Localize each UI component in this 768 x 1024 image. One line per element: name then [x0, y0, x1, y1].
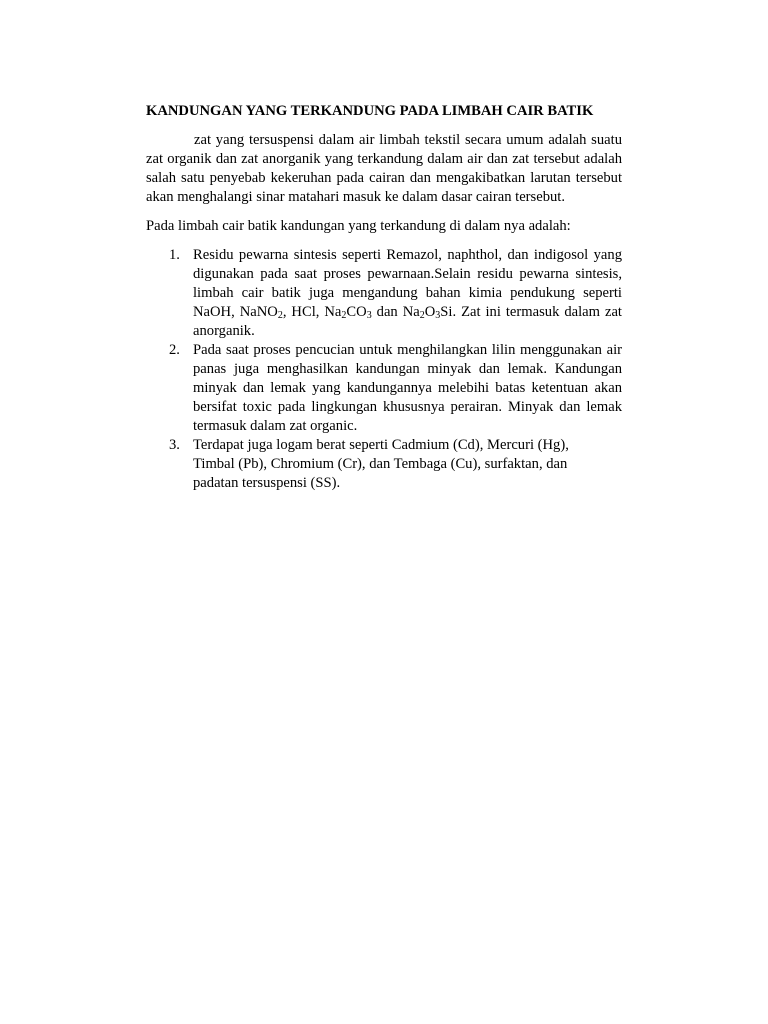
list-item: [146, 246, 622, 341]
list-item-text: Pada saat proses pencucian untuk menghilangkan lilin menggunakan air panas juga menghasilkan kandungan minyak dan lemak. Kandungan minyak dan lemak yang kandungannya melebihi batas ketentuan akan bersifat toxic pada lingkungan khususnya perairan. Minyak dan lemak termasuk dalam zat organic.: [193, 342, 622, 434]
list-item: [146, 341, 622, 436]
list-item: [146, 436, 622, 493]
list-item-text: Residu pewarna sintesis seperti Remazol, naphthol, dan indigosol yang digunakan pada saat proses pewarnaan.Selain residu pewarna sintesis, limbah cair batik juga mengandung bahan kimia pendukung seperti NaOH, NaNO$_2$, HCl, $Na_2CO_3$ dan $Na_2O_3Si$. Zat ini termasuk dalam zat anorganik.: [193, 247, 622, 339]
list-item-number: 3.: [169, 437, 180, 453]
document-title: KANDUNGAN YANG TERKANDUNG PADA LIMBAH CAIR BATIK: [146, 103, 594, 119]
lead-paragraph: Pada limbah cair batik kandungan yang terkandung di dalam nya adalah:: [146, 218, 571, 234]
contents-list: [146, 246, 622, 493]
document-body: [146, 102, 622, 493]
list-item-number: 1.: [169, 247, 180, 263]
intro-paragraph: zat yang tersuspensi dalam air limbah tekstil secara umum adalah suatu zat organik dan zat anorganik yang terkandung dalam air dan zat tersebut adalah salah satu penyebab kekeruhan pada cairan dan mengakibatkan larutan tersebut akan menghalangi sinar matahari masuk ke dalam dasar cairan tersebut.: [146, 132, 622, 205]
list-item-number: 2.: [169, 342, 180, 358]
list-item-text: Terdapat juga logam berat seperti Cadmium (Cd), Mercuri (Hg), Timbal (Pb), Chromium (Cr), dan Tembaga (Cu), surfaktan, dan padatan tersuspensi (SS).: [193, 437, 569, 491]
